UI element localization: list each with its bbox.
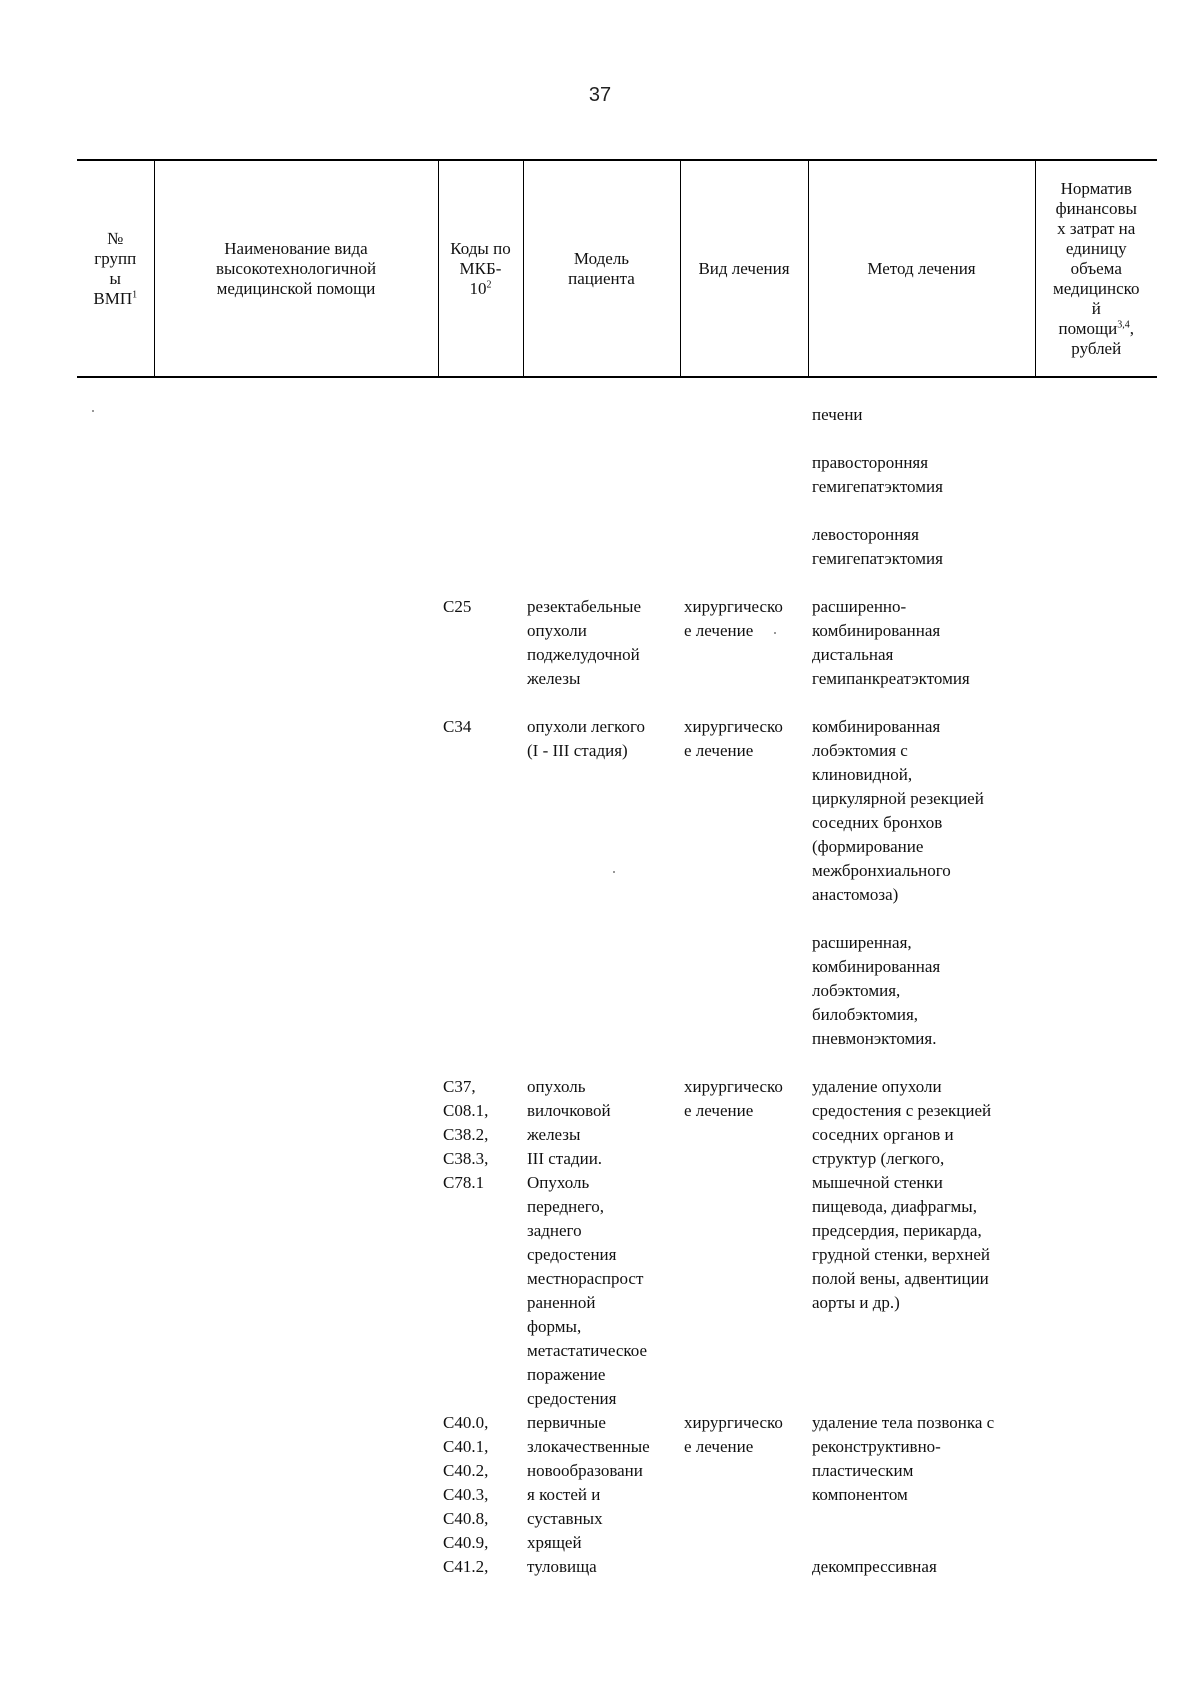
method-continuation-2: правосторонняя гемигепатэктомия <box>812 453 943 496</box>
table-row-treatment-type: хирургическо е лечение <box>684 717 783 760</box>
table-row-method: комбинированная лобэктомия с клиновидной, циркулярной резекцией соседних бронхов (формирование межбронхиального анастомоза) <box>812 717 984 904</box>
header-treatment-method: Метод лечения <box>808 160 1035 377</box>
table-row-codes: C40.0, C40.1, C40.2, C40.3, C40.8, C40.9, C41.2, <box>443 1413 489 1576</box>
table-row-codes: C25 <box>443 597 472 616</box>
header-care-type-name: Наименование вида высокотехнологичной медицинской помощи <box>154 160 438 377</box>
page-number: 37 <box>588 84 612 106</box>
scan-speck <box>774 632 776 634</box>
table-row-method: декомпрессивная <box>812 1557 937 1576</box>
table-row-codes: C37, C08.1, C38.2, C38.3, C78.1 <box>443 1077 489 1192</box>
table-row-codes: C34 <box>443 717 472 736</box>
table-row-treatment-type: хирургическо е лечение <box>684 597 783 640</box>
method-continuation-1: печени <box>812 405 863 424</box>
table-row-treatment-type: хирургическо е лечение <box>684 1413 783 1456</box>
table-row-method: удаление тела позвонка с реконструктивно- пластическим компонентом <box>812 1413 995 1504</box>
table-row-treatment-type: хирургическо е лечение <box>684 1077 783 1120</box>
header-patient-model: Модель пациента <box>523 160 680 377</box>
table-row-method: расширенная, комбинированная лобэктомия, билобэктомия, пневмонэктомия. <box>812 933 941 1048</box>
table-row-model: опухоли легкого (I - III стадия) <box>527 717 646 760</box>
table-row-model: резектабельные опухоли поджелудочной железы <box>527 597 642 688</box>
table-row-model: первичные злокачественные новообразовани я костей и суставных хрящей туловища <box>527 1413 650 1576</box>
scan-speck <box>92 410 94 412</box>
header-treatment-type: Вид лечения <box>680 160 808 377</box>
scan-speck <box>613 871 615 873</box>
header-financial-norm: Норматив финансовы х затрат на единицу объема медицинско й помощи$^{3,4}$, рублей <box>1035 160 1157 377</box>
method-continuation-3: левосторонняя гемигепатэктомия <box>812 525 943 568</box>
table-header <box>77 159 1157 378</box>
header-icd-codes: Коды по МКБ- $10^2$ <box>438 160 523 377</box>
table-row-method: расширенно- комбинированная дистальная гемипанкреатэктомия <box>812 597 970 688</box>
table-row-method: удаление опухоли средостения с резекцией соседних органов и структур (легкого, мышечной стенки пищевода, диафрагмы, предсердия, перикарда, грудной стенки, верхней полой вены, адвентиции аорты и др.) <box>812 1077 992 1312</box>
table-row-model: опухоль вилочковой железы III стадии. Опухоль переднего, заднего средостения местнораспрост раненной формы, метастатическое поражение средостения <box>527 1077 648 1408</box>
header-group-number: № групп ы ВМП$^1$ <box>77 160 154 377</box>
